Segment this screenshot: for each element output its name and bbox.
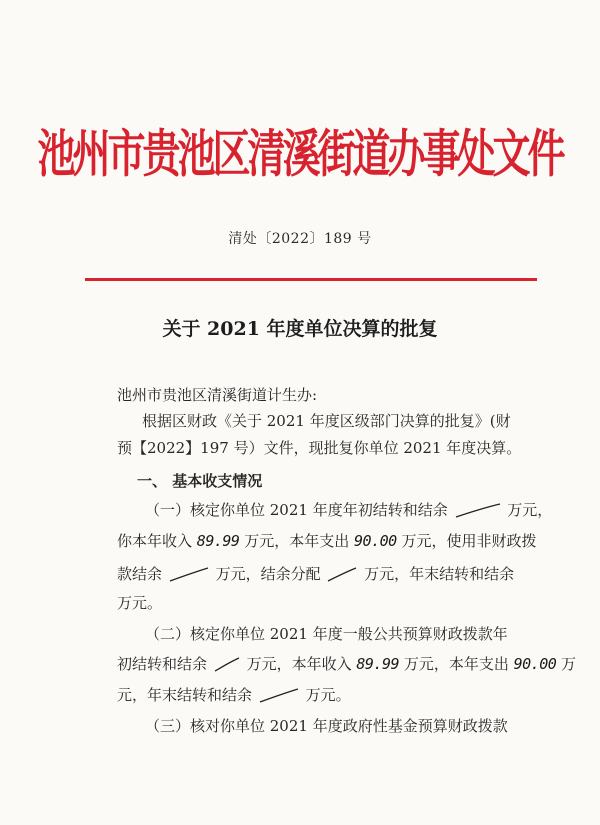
section-1-item-1-line-4: 万元。 bbox=[117, 594, 163, 612]
text-segment: 万 bbox=[561, 655, 577, 673]
handwritten-slash-mark bbox=[257, 688, 301, 704]
text-segment: 万元，年末结转和结余 bbox=[364, 565, 515, 583]
handwritten-slash-mark bbox=[212, 657, 242, 673]
handwritten-income-value: 89.99 bbox=[356, 655, 400, 673]
section-1-item-2-line-2 bbox=[117, 653, 576, 674]
text-segment: 万元，使用非财政拨 bbox=[401, 532, 537, 550]
section-1-item-2-line-3 bbox=[117, 684, 351, 705]
org-header-title: 池州市贵池区清溪街道办事处文件 bbox=[37, 122, 563, 184]
paragraph-1-line-2: 预【2022】197 号）文件，现批复你单位 2021 年度决算。 bbox=[117, 439, 522, 457]
text-segment: 万元， bbox=[507, 501, 553, 519]
text-segment: （一）核定你单位 2021 年度年初结转和结余 bbox=[145, 501, 448, 519]
text-segment: 你本年收入 bbox=[117, 532, 193, 550]
handwritten-income-value: 89.99 bbox=[196, 532, 240, 550]
text-segment: 元，年末结转和结余 bbox=[117, 686, 253, 704]
paragraph-1-line-1: 根据区财政《关于 2021 年度区级部门决算的批复》(财 bbox=[142, 412, 511, 430]
section-1-item-1-line-2 bbox=[117, 530, 536, 551]
section-1-item-2-line-1: （二）核定你单位 2021 年度一般公共预算财政拨款年 bbox=[145, 625, 508, 643]
handwritten-expense-value: 90.00 bbox=[354, 532, 397, 550]
text-segment: 初结转和结余 bbox=[117, 655, 208, 673]
text-segment: 万元，本年支出 bbox=[403, 655, 509, 673]
document-title: 关于 2021 年度单位决算的批复 bbox=[162, 318, 438, 340]
text-segment: 款结余 bbox=[117, 565, 163, 583]
handwritten-slash-mark bbox=[453, 503, 503, 519]
section-1-heading: 一、 基本收支情况 bbox=[137, 472, 263, 490]
text-segment: 万元，本年收入 bbox=[246, 655, 352, 673]
document-number: 清处〔2022〕189 号 bbox=[228, 231, 372, 247]
recipient-line: 池州市贵池区清溪街道计生办: bbox=[117, 386, 318, 404]
handwritten-expense-value: 90.00 bbox=[513, 655, 557, 673]
handwritten-slash-mark bbox=[167, 567, 211, 583]
section-1-item-1-line-1 bbox=[145, 499, 552, 520]
red-divider-line bbox=[85, 278, 537, 281]
section-1-item-3-line-1: （三）核对你单位 2021 年度政府性基金预算财政拨款 bbox=[145, 717, 508, 735]
section-1-item-1-line-3 bbox=[117, 563, 514, 584]
text-segment: 万元，结余分配 bbox=[215, 565, 321, 583]
text-segment: 万元，本年支出 bbox=[244, 532, 350, 550]
text-segment: 万元。 bbox=[305, 686, 351, 704]
handwritten-slash-mark bbox=[325, 567, 359, 583]
